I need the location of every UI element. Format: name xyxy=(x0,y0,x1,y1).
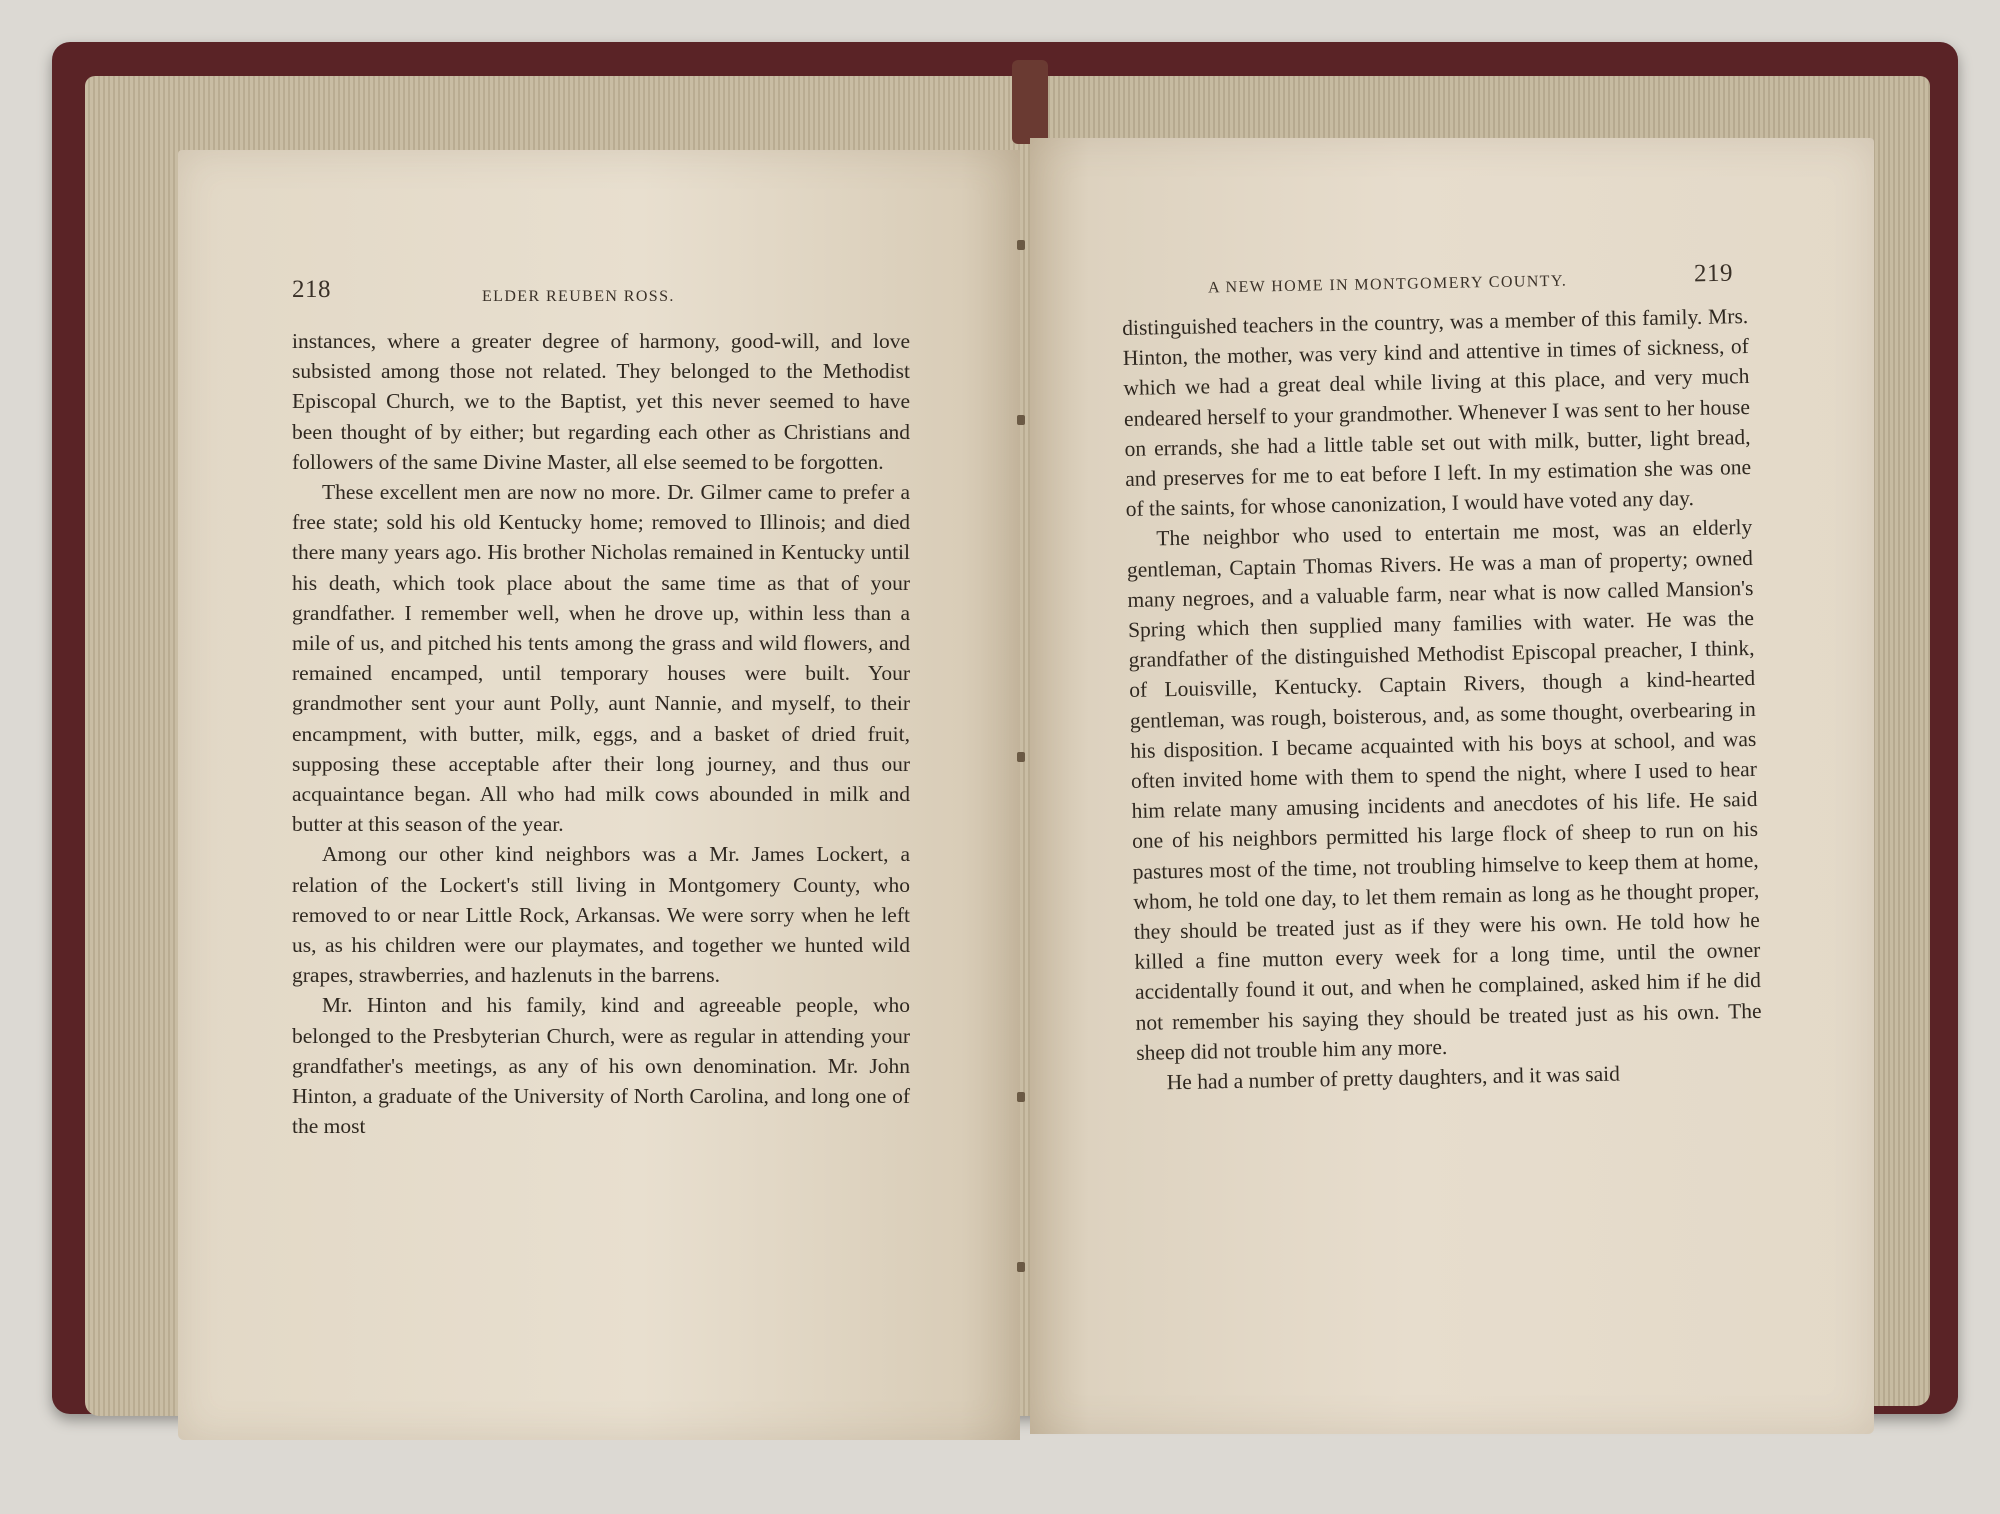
binding-stitch xyxy=(1017,1262,1025,1272)
left-page-number: 218 xyxy=(292,276,331,303)
paragraph: distinguished teachers in the country, was a member of this family. Mrs. Hinton, the mother, was very kind and attentive in times of sickness, of which we had a great deal while living at this place, and very much endeared herself to your grandmother. Whenever I was sent to her house on errands, she had a little table set out with milk, butter, light bread, and preserves for me to eat before I left. In my estimation she was one of the saints, for whose canonization, I would have voted any day. xyxy=(1122,303,1752,522)
paragraph: Mr. Hinton and his family, kind and agreeable people, who belonged to the Presbyterian Church, were as regular in attending your grandfather's meetings, as any of his own denomination. Mr. John Hinton, a graduate of the University of North Carolina, and long one of the most xyxy=(292,993,910,1139)
binding-stitch xyxy=(1017,415,1025,425)
paragraph: The neighbor who used to entertain me most, was an elderly gentleman, Captain Thomas Rivers. He was a man of property; owned many negroes, and a valuable farm, near what is now called Mansion's Spring which then supplied many families with water. He was the grandfather of the distinguished Methodist Episcopal preacher, I think, of Louisville, Kentucky. Captain Rivers, though a kind-hearted gentleman, was rough, boisterous, and, as some thought, overbearing in his disposition. I became acquainted with his boys at school, and was often invited home with them to spend the night, where I used to hear him relate many amusing incidents and anecdotes of his life. He said one of his neighbors permitted his large flock of sheep to run on his pastures most of the time, not troubling himselve to keep them at home, whom, he told one day, to let them remain as long as he thought proper, they should be treated just as if they were his own. He told how he killed a fine mutton every week for a long time, until the owner accidentally found it out, and when he complained, asked him if he did not remember his saying they should be treated just as his own. The sheep did not trouble him any more. xyxy=(1126,515,1762,1065)
left-running-head: ELDER REUBEN ROSS. xyxy=(482,288,675,305)
binding-stitch xyxy=(1017,1092,1025,1102)
right-page-body xyxy=(1122,301,1763,1098)
paragraph: These excellent men are now no more. Dr. Gilmer came to prefer a free state; sold his old Kentucky home; removed to Illinois; and died there many years ago. His brother Nicholas remained in Kentucky until his death, which took place about the same time as that of your grandfather. I remember well, when he drove up, within less than a mile of us, and pitched his tents among the grass and wild flowers, and remained encamped, until temporary houses were built. Your grandmother sent your aunt Polly, aunt Nannie, and myself, to their encampment, with butter, milk, eggs, and a basket of dried fruit, supposing these acceptable after their long journey, and thus our acquaintance began. All who had milk cows abounded in milk and butter at this season of the year. xyxy=(292,480,910,837)
paragraph: instances, where a greater degree of harmony, good-will, and love subsisted among those not related. They belonged to the Methodist Episcopal Church, we to the Baptist, yet this never seemed to have been thought of by either; but regarding each other as Christians and followers of the same Divine Master, all else seemed to be forgotten. xyxy=(292,329,910,474)
binding-stitch xyxy=(1017,240,1025,250)
paragraph: Among our other kind neighbors was a Mr. James Lockert, a relation of the Lockert's still living in Montgomery County, who removed to or near Little Rock, Arkansas. We were sorry when he left us, as his children were our playmates, and together we hunted wild grapes, strawberries, and hazlenuts in the barrens. xyxy=(292,842,910,988)
left-page-body xyxy=(292,326,910,1141)
book-spine-gutter xyxy=(1012,60,1048,144)
paragraph: He had a number of pretty daughters, and it was said xyxy=(1166,1061,1621,1095)
right-running-head: A NEW HOME IN MONTGOMERY COUNTY. xyxy=(1207,272,1568,297)
binding-stitch xyxy=(1017,752,1025,762)
right-page-number: 219 xyxy=(1693,259,1734,288)
